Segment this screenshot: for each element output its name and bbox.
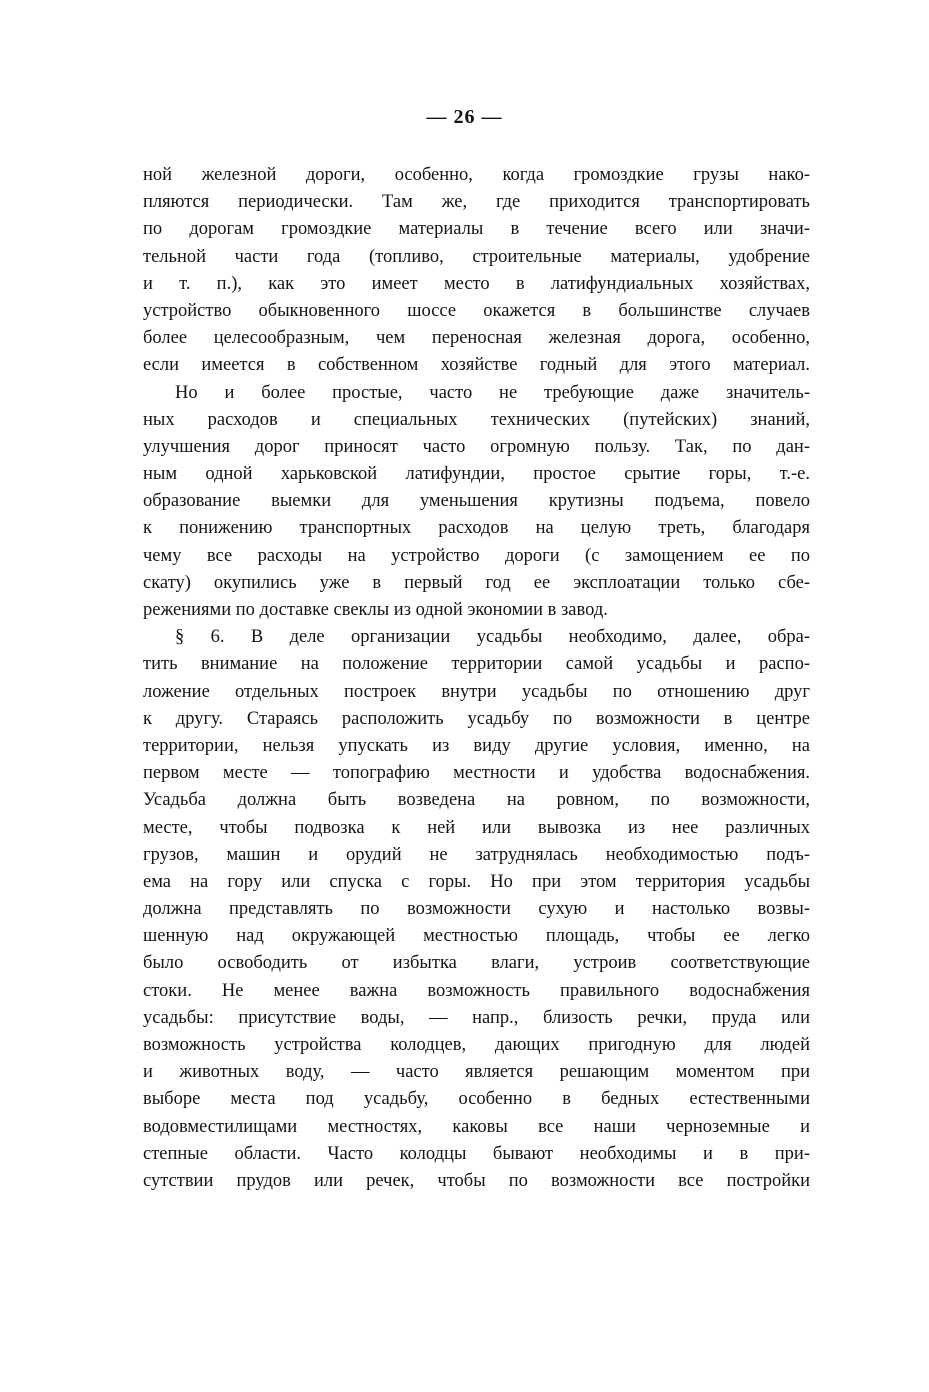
text-line: ным одной харьковской латифундии, простое срытие горы, т.-е. bbox=[143, 464, 810, 485]
page-body-text bbox=[143, 162, 810, 1195]
text-line: ных расходов и специальных технических (путейских) знаний, bbox=[143, 409, 810, 430]
text-line: тельной части года (топливо, строительные материалы, удобрение bbox=[143, 246, 810, 267]
text-line: шенную над окружающей местностью площадь, чтобы ее легко bbox=[143, 926, 810, 947]
text-line: усадьбы: присутствие воды, — напр., близость речки, пруда или bbox=[143, 1007, 810, 1028]
text-line: и животных воду, — часто является решающим моментом при bbox=[143, 1062, 810, 1083]
text-line: выборе места под усадьбу, особенно в бедных естественными bbox=[143, 1089, 810, 1110]
text-line: чему все расходы на устройство дороги (с замощением ее по bbox=[143, 545, 810, 566]
text-line: § 6. В деле организации усадьбы необходимо, далее, обра- bbox=[175, 627, 810, 648]
text-line: было освободить от избытка влаги, устроив соответствующие bbox=[143, 953, 810, 974]
text-line: и т. п.), как это имеет место в латифундиальных хозяйствах, bbox=[143, 273, 810, 294]
text-line: более целесообразным, чем переносная железная дорога, особенно, bbox=[143, 328, 810, 349]
text-line: улучшения дорог приносят часто огромную пользу. Так, по дан- bbox=[143, 436, 810, 457]
text-line: ложение отдельных построек внутри усадьбы по отношению друг bbox=[143, 681, 810, 702]
text-line: к другу. Стараясь расположить усадьбу по возможности в центре bbox=[143, 708, 810, 729]
text-line: водовместилищами местностях, каковы все наши черноземные и bbox=[143, 1116, 810, 1137]
text-line: образование выемки для уменьшения крутизны подъема, повело bbox=[143, 491, 810, 512]
text-line: степные области. Часто колодцы бывают необходимы и в при- bbox=[143, 1143, 810, 1164]
text-line: сутствии прудов или речек, чтобы по возможности все постройки bbox=[143, 1170, 810, 1191]
text-line: режениями по доставке свеклы из одной экономии в завод. bbox=[143, 600, 608, 620]
text-line: месте, чтобы подвозка к ней или вывозка из нее различных bbox=[143, 817, 810, 838]
text-line: устройство обыкновенного шоссе окажется в большинстве случаев bbox=[143, 300, 810, 321]
text-line: к понижению транспортных расходов на целую треть, благодаря bbox=[143, 518, 810, 539]
text-line: по дорогам громоздкие материалы в течение всего или значи- bbox=[143, 219, 810, 240]
text-line: скату) окупились уже в первый год ее эксплоатации только сбе- bbox=[143, 572, 810, 593]
text-line: пляются периодически. Там же, где приходится транспортировать bbox=[143, 192, 810, 213]
text-line: возможность устройства колодцев, дающих пригодную для людей bbox=[143, 1035, 810, 1055]
paragraph bbox=[143, 380, 810, 625]
text-line: тить внимание на положение территории самой усадьбы и распо- bbox=[143, 654, 810, 675]
text-line: территории, нельзя упускать из виду другие условия, именно, на bbox=[143, 735, 810, 756]
text-line: грузов, машин и орудий не затруднялась необходимостью подъ- bbox=[143, 844, 810, 865]
text-line: должна представлять по возможности сухую и настолько возвы- bbox=[143, 899, 810, 920]
text-line: Но и более простые, часто не требующие даже значитель- bbox=[175, 382, 810, 403]
text-line: ной железной дороги, особенно, когда громоздкие грузы нако- bbox=[143, 165, 810, 185]
page-number: — 26 — bbox=[426, 106, 503, 128]
text-line: если имеется в собственном хозяйстве годный для этого материал. bbox=[143, 355, 810, 376]
text-line: первом месте — топографию местности и удобства водоснабжения. bbox=[143, 763, 810, 784]
text-line: стоки. Не менее важна возможность правильного водоснабжения bbox=[143, 980, 810, 1001]
text-line: Усадьба должна быть возведена на ровном, по возможности, bbox=[143, 790, 810, 811]
paragraph-section-6 bbox=[143, 624, 810, 1195]
paragraph bbox=[143, 162, 810, 380]
text-line: ема на гору или спуска с горы. Но при этом территория усадьбы bbox=[143, 871, 810, 892]
